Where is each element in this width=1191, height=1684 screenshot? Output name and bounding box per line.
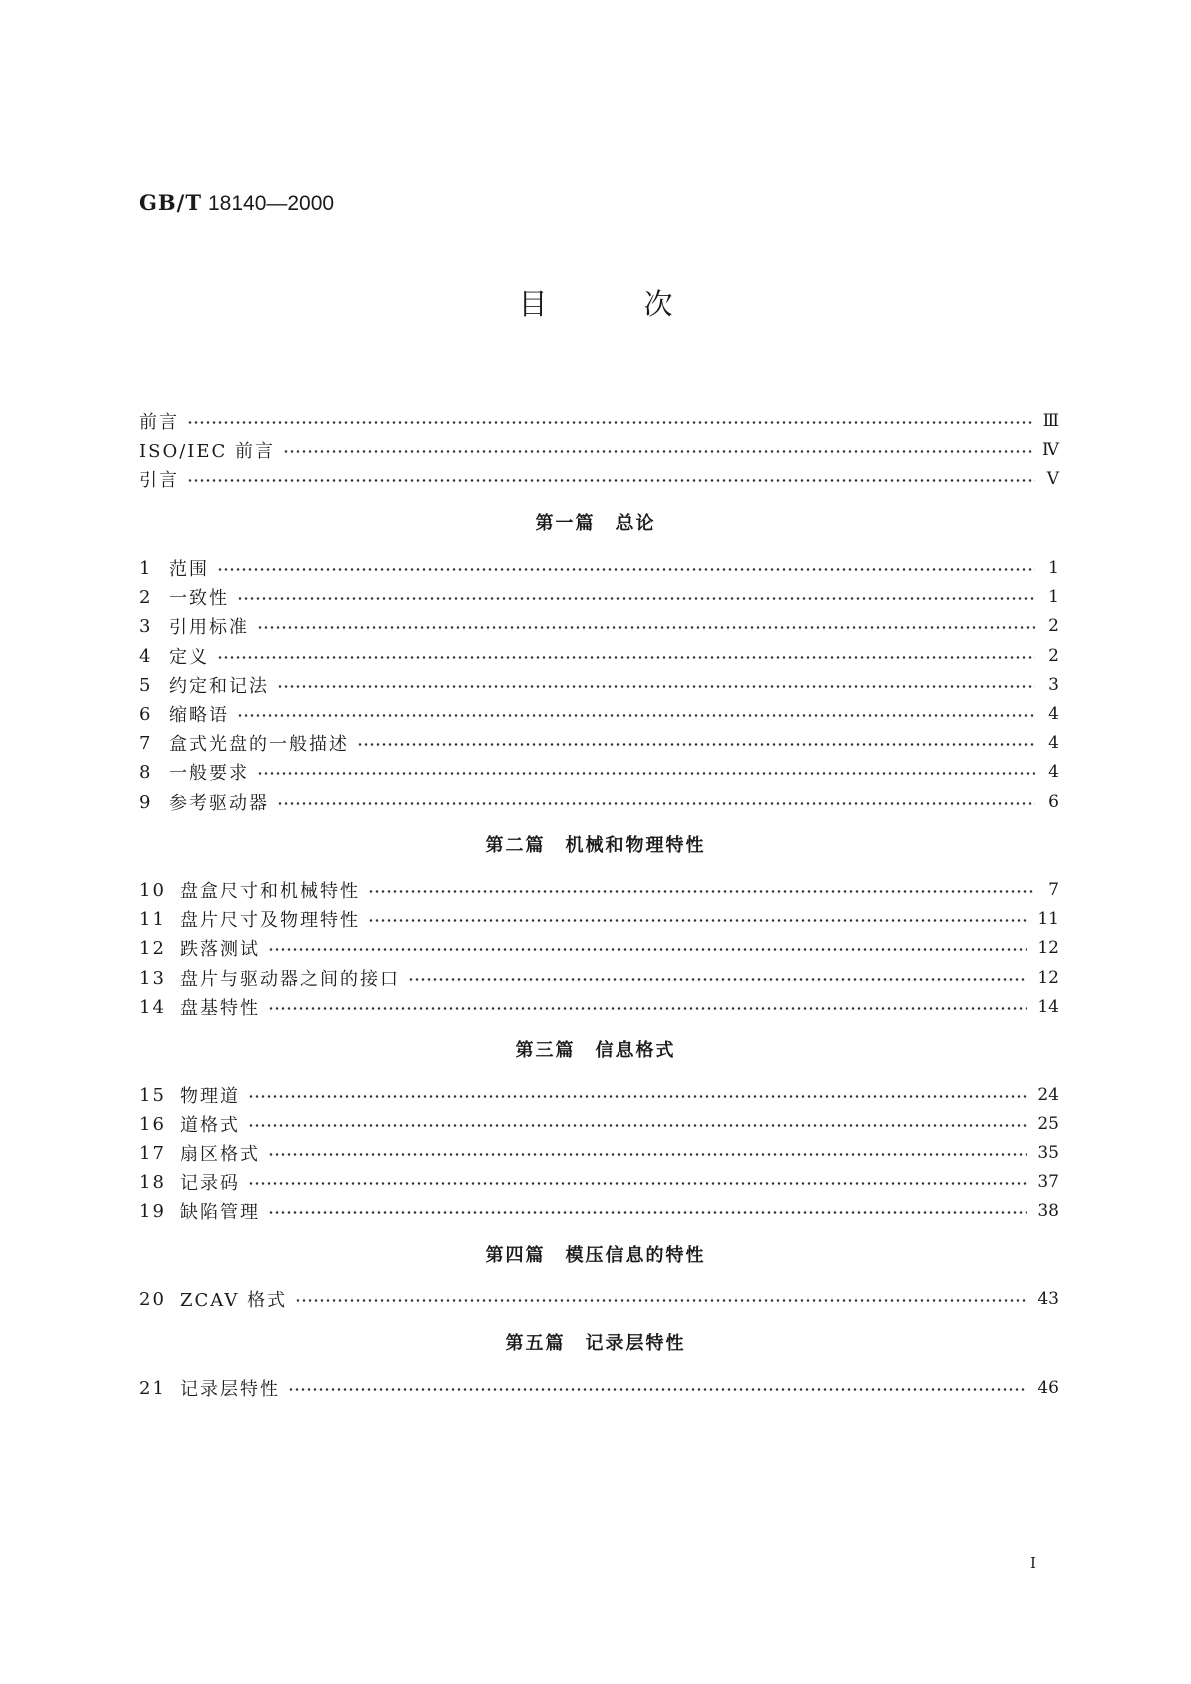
- toc-entry-text: 一般要求: [169, 763, 249, 784]
- standard-code: [139, 190, 334, 216]
- toc-entry-number: 6: [139, 703, 153, 725]
- leader-dots: [248, 1182, 1027, 1185]
- toc-entry-text: 盘片尺寸及物理特性: [180, 910, 360, 931]
- standard-number: 18140—2000: [207, 192, 335, 215]
- toc-entry[interactable]: [139, 582, 1059, 612]
- leader-dots: [248, 1095, 1027, 1098]
- leader-dots: [217, 568, 1035, 571]
- toc-entry[interactable]: [139, 1080, 1059, 1110]
- leader-dots: [368, 919, 1027, 922]
- toc-entry-number: 5: [139, 674, 153, 696]
- toc-entry-number: 21: [139, 1377, 166, 1399]
- toc-entry-preface[interactable]: [139, 406, 1059, 436]
- toc-entry-text: 物理道: [180, 1086, 240, 1107]
- toc-entry-number: 7: [139, 732, 153, 754]
- toc-entry-iso-iec-preface[interactable]: [139, 435, 1059, 465]
- page-title: [0, 282, 1191, 323]
- toc-entry-page: 38: [1037, 1201, 1059, 1221]
- toc-entry-text: 道格式: [180, 1115, 240, 1136]
- toc-entry[interactable]: [139, 1196, 1059, 1226]
- toc-entry-page: 6: [1048, 792, 1059, 812]
- toc-entry-page: 4: [1048, 704, 1059, 724]
- leader-dots: [268, 1211, 1027, 1214]
- toc-entry-text: 约定和记法: [169, 676, 269, 697]
- toc-entry-text: 跌落测试: [180, 939, 260, 960]
- toc-entry-page: 12: [1037, 968, 1059, 988]
- leader-dots: [237, 714, 1035, 717]
- leader-dots: [187, 479, 1035, 482]
- part-label: 第二篇: [485, 835, 546, 856]
- toc-entry-page: 14: [1037, 997, 1059, 1017]
- toc-entry[interactable]: [139, 1109, 1059, 1139]
- page-number: Ⅰ: [1030, 1554, 1036, 1572]
- leader-dots: [237, 597, 1035, 600]
- toc-entry-text: 一致性: [169, 588, 229, 609]
- toc-entry-text: 缩略语: [169, 705, 229, 726]
- toc-entry-text: ISO/IEC 前言: [139, 441, 276, 462]
- toc-entry-text: 盒式光盘的一般描述: [169, 734, 349, 755]
- toc-entry-page: 43: [1037, 1289, 1059, 1309]
- toc-entry-text: 扇区格式: [180, 1144, 260, 1165]
- toc-entry[interactable]: [139, 1167, 1059, 1197]
- toc-entry-number: 3: [139, 615, 153, 637]
- toc-entry[interactable]: [139, 992, 1059, 1022]
- toc-entry-page: 25: [1037, 1114, 1059, 1134]
- leader-dots: [357, 743, 1035, 746]
- toc-entry-number: 14: [139, 996, 166, 1018]
- toc-entry-page: 3: [1048, 675, 1059, 695]
- toc-entry-page: Ⅳ: [1042, 440, 1059, 460]
- toc-entry[interactable]: [139, 904, 1059, 934]
- toc-entry-text: 参考驱动器: [169, 793, 269, 814]
- toc-entry-number: 8: [139, 761, 153, 783]
- toc-entry-page: 37: [1037, 1172, 1059, 1192]
- leader-dots: [368, 890, 1035, 893]
- toc-entry[interactable]: [139, 611, 1059, 641]
- toc-entry-number: 11: [139, 908, 166, 930]
- toc-entry[interactable]: [139, 641, 1059, 671]
- standard-prefix: GB/T: [139, 190, 202, 215]
- toc-entry-page: 7: [1048, 880, 1059, 900]
- toc-entry-page: Ⅲ: [1042, 411, 1059, 431]
- toc-entry[interactable]: [139, 933, 1059, 963]
- toc-entry[interactable]: [139, 875, 1059, 905]
- toc-entry-page: 46: [1037, 1378, 1059, 1398]
- part-label: 第四篇: [485, 1245, 546, 1266]
- leader-dots: [283, 450, 1032, 453]
- part-heading-2: [0, 831, 1191, 857]
- part-title: 模压信息的特性: [565, 1245, 706, 1266]
- toc-entry-page: 2: [1048, 646, 1059, 666]
- toc-entry-text: ZCAV 格式: [180, 1290, 288, 1311]
- toc-entry-page: 35: [1037, 1143, 1059, 1163]
- toc-entry-text: 前言: [139, 412, 179, 433]
- toc-entry-number: 13: [139, 967, 166, 989]
- toc-entry-page: Ⅴ: [1046, 469, 1059, 489]
- part-title: 记录层特性: [585, 1333, 686, 1354]
- leader-dots: [217, 656, 1035, 659]
- leader-dots: [268, 1007, 1027, 1010]
- toc-entry-text: 记录码: [180, 1173, 240, 1194]
- toc-entry-page: 2: [1048, 616, 1059, 636]
- toc-entry-text: 记录层特性: [180, 1379, 280, 1400]
- toc-entry-text: 缺陷管理: [180, 1202, 260, 1223]
- part-heading-5: [0, 1329, 1191, 1355]
- toc-entry-number: 9: [139, 791, 153, 813]
- leader-dots: [268, 948, 1027, 951]
- toc-entry-text: 引言: [139, 470, 179, 491]
- toc-entry-number: 18: [139, 1171, 166, 1193]
- toc-entry-number: 17: [139, 1142, 166, 1164]
- leader-dots: [268, 1153, 1027, 1156]
- toc-entry-text: 盘片与驱动器之间的接口: [180, 969, 400, 990]
- toc-entry-page: 11: [1037, 909, 1059, 929]
- part-label: 第五篇: [505, 1333, 566, 1354]
- toc-entry-introduction[interactable]: [139, 464, 1059, 494]
- part-heading-1: [0, 509, 1191, 535]
- toc-entry-page: 1: [1048, 587, 1059, 607]
- toc-entry-number: 10: [139, 879, 166, 901]
- toc-entry-page: 4: [1048, 762, 1059, 782]
- leader-dots: [288, 1388, 1027, 1391]
- toc-entry-text: 定义: [169, 647, 209, 668]
- toc-entry-text: 盘基特性: [180, 998, 260, 1019]
- leader-dots: [277, 685, 1035, 688]
- toc-entry[interactable]: [139, 757, 1059, 787]
- toc-entry-number: 2: [139, 586, 153, 608]
- toc-entry[interactable]: [139, 699, 1059, 729]
- toc-entry[interactable]: [139, 1373, 1059, 1403]
- toc-entry-number: 19: [139, 1200, 166, 1222]
- part-title: 机械和物理特性: [565, 835, 706, 856]
- leader-dots: [408, 978, 1027, 981]
- toc-entry-text: 引用标准: [169, 617, 249, 638]
- leader-dots: [248, 1124, 1027, 1127]
- part-title: 信息格式: [595, 1040, 676, 1061]
- toc-entry-number: 15: [139, 1084, 166, 1106]
- title-part-2: 次: [643, 287, 673, 321]
- leader-dots: [295, 1299, 1027, 1302]
- toc-entry-number: 4: [139, 645, 153, 667]
- part-heading-3: [0, 1036, 1191, 1062]
- part-label: 第一篇: [535, 513, 596, 534]
- toc-entry[interactable]: [139, 670, 1059, 700]
- part-heading-4: [0, 1241, 1191, 1267]
- toc-entry[interactable]: [139, 963, 1059, 993]
- toc-entry-number: 20: [139, 1288, 166, 1310]
- toc-entry-text: 盘盒尺寸和机械特性: [180, 881, 360, 902]
- toc-entry[interactable]: [139, 553, 1059, 583]
- leader-dots: [277, 802, 1035, 805]
- toc-entry-page: 24: [1037, 1085, 1059, 1105]
- toc-entry-page: 12: [1037, 938, 1059, 958]
- toc-entry-text: 范围: [169, 559, 209, 580]
- toc-entry[interactable]: [139, 728, 1059, 758]
- part-title: 总论: [615, 513, 656, 534]
- toc-entry[interactable]: [139, 1138, 1059, 1168]
- leader-dots: [187, 421, 1033, 424]
- toc-entry-number: 12: [139, 937, 166, 959]
- leader-dots: [257, 772, 1035, 775]
- toc-entry-page: 4: [1048, 733, 1059, 753]
- part-label: 第三篇: [515, 1040, 576, 1061]
- toc-entry-number: 1: [139, 557, 153, 579]
- toc-entry-page: 1: [1048, 558, 1059, 578]
- toc-entry[interactable]: [139, 787, 1059, 817]
- toc-entry[interactable]: [139, 1284, 1059, 1314]
- title-part-1: 目: [518, 287, 548, 321]
- toc-entry-number: 16: [139, 1113, 166, 1135]
- leader-dots: [257, 626, 1035, 629]
